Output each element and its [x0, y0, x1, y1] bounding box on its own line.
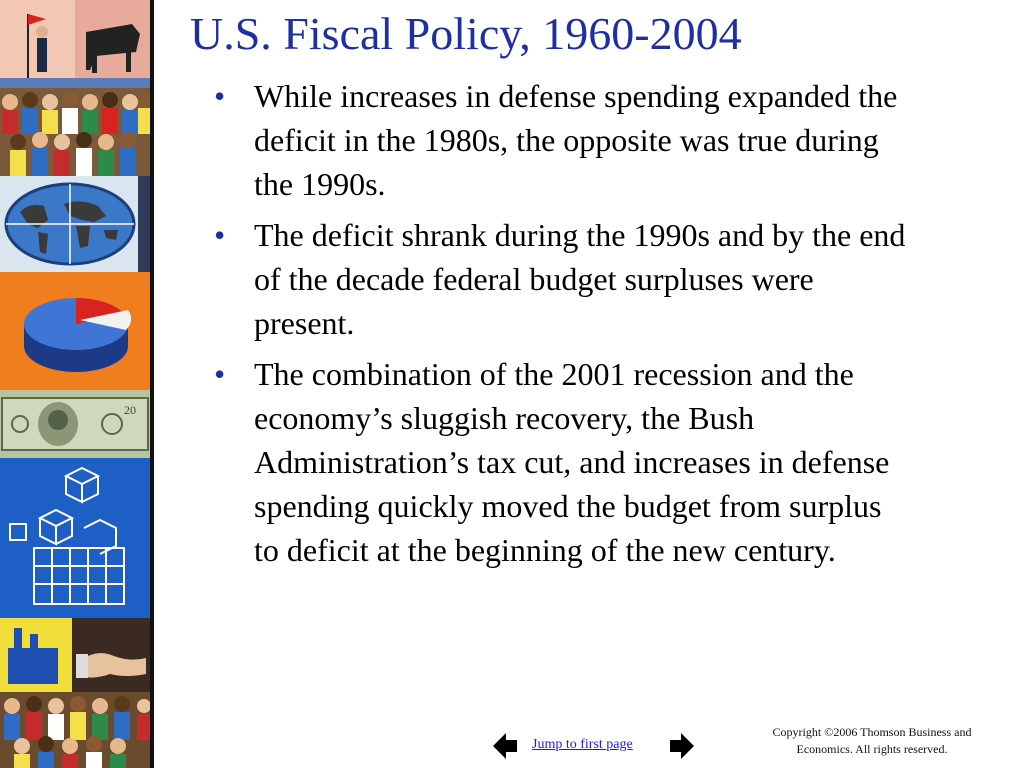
arrow-right-icon [670, 733, 694, 759]
factory-handshake-illustration [0, 618, 150, 692]
svg-text:20: 20 [124, 403, 136, 417]
world-map-illustration [0, 176, 150, 272]
crowd-illustration-bottom [0, 692, 150, 768]
flag-bull-illustration [0, 0, 150, 88]
copyright-line-2: Economics. All rights reserved. [796, 742, 948, 756]
bullet-item [212, 213, 912, 345]
bullet-text: The deficit shrank during the 1990s and by the end of the decade federal budget surpluses were present. [254, 217, 906, 341]
crowd-illustration [0, 88, 150, 176]
next-slide-button[interactable] [670, 733, 694, 759]
strip-divider [150, 0, 154, 768]
arrow-left-icon [493, 733, 517, 759]
pie-chart-illustration [0, 272, 150, 390]
copyright-line-1: Copyright ©2006 Thomson Business and [772, 725, 972, 739]
bullet-list [212, 74, 912, 579]
bullet-marker: • [214, 217, 226, 253]
bullet-text: The combination of the 2001 recession and the economy’s sluggish recovery, the Bush Administration’s tax cut, and increases in defense spending quickly moved the budget from surplus to deficit at the beginning of the new century. [254, 356, 890, 568]
previous-slide-button[interactable] [493, 733, 517, 759]
decorative-collage-strip [0, 0, 150, 768]
dollar-bill-illustration [0, 390, 150, 458]
jump-to-first-page-link[interactable]: Jump to first page [532, 737, 633, 752]
bullet-marker: • [214, 78, 226, 114]
cubes-grid-illustration [0, 458, 150, 618]
bullet-marker: • [214, 356, 226, 392]
bullet-item [212, 74, 912, 206]
slide-title: U.S. Fiscal Policy, 1960-2004 [190, 8, 742, 59]
bullet-text: While increases in defense spending expanded the deficit in the 1980s, the opposite was true during the 1990s. [254, 78, 898, 202]
copyright-notice [746, 724, 998, 758]
bullet-item [212, 352, 912, 572]
